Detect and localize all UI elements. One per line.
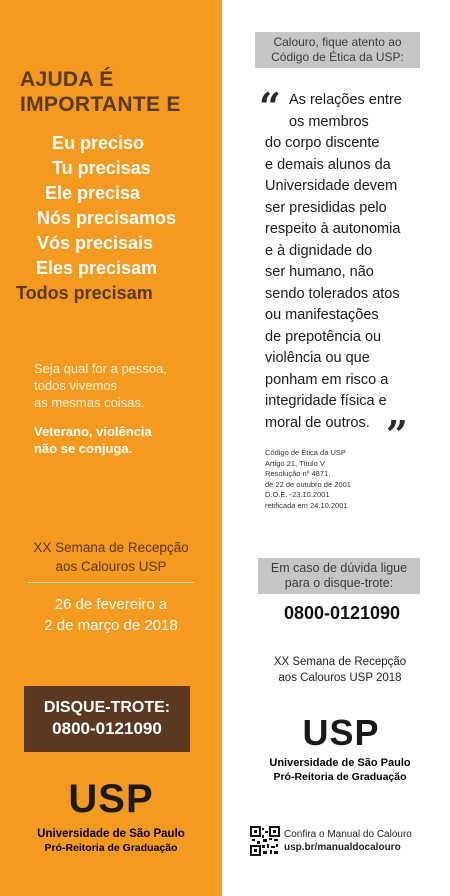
- phone-number: 0800-0121090: [283, 603, 401, 623]
- hotline-number: 0800-0121090: [52, 719, 162, 738]
- event-line: XX Semana de Recepção: [33, 540, 189, 555]
- conjugation-eu: Eu preciso: [52, 133, 145, 153]
- date-line: 26 de fevereiro a: [54, 596, 168, 613]
- date-line: 2 de março de 2018: [44, 617, 178, 634]
- quote-line: ou manifestações: [265, 307, 379, 323]
- ethics-quote: [265, 90, 435, 434]
- heading-line-2: IMPORTANTE E: [20, 93, 181, 116]
- conjugation-todos: Todos precisam: [16, 283, 153, 303]
- conjugation-nos: Nós precisamos: [37, 208, 177, 228]
- intro-bold-line: não se conjuga.: [34, 441, 133, 456]
- doubt-box: [258, 558, 420, 594]
- conjugation-vos: Vós precisais: [37, 233, 154, 253]
- citation-line: Artigo 21, Título V: [265, 458, 325, 468]
- intro-text: [34, 360, 209, 411]
- code-header: [255, 32, 420, 68]
- citation-line: Código de Ética da USP: [265, 448, 346, 457]
- quote-line: e à dignidade do: [265, 242, 373, 259]
- quote-line: sendo tolerados atos: [265, 285, 400, 302]
- quote-line: ponham em risco a: [265, 371, 389, 388]
- code-header-line: Calouro, fique atento ao: [273, 35, 402, 49]
- citation-line: de 22 de outubro de 2001: [265, 479, 351, 489]
- quote-line: ser humano, não: [265, 264, 374, 280]
- quote-line: respeito à autonomia: [265, 221, 401, 237]
- qr-code-icon: [250, 826, 280, 856]
- quote-line: os membros: [289, 113, 369, 130]
- conjugation-tu: Tu precisas: [52, 158, 151, 178]
- citation-line: retificada em 24.10.2001: [265, 500, 348, 510]
- intro-line: Seja qual for a pessoa,: [34, 361, 167, 376]
- quote-line: integridade física e: [265, 393, 387, 409]
- hotline-label: DISQUE-TROTE:: [43, 699, 171, 716]
- open-quote-icon: “: [259, 84, 281, 129]
- conjugation-eles: Eles precisam: [36, 258, 158, 278]
- quote-line: moral de outros.: [265, 414, 370, 431]
- quote-line: ser presididas pelo: [265, 199, 387, 216]
- intro-line: as mesmas coisas.: [34, 395, 145, 410]
- event-line: aos Calouros USP 2018: [278, 672, 402, 684]
- event-dates: [20, 594, 202, 636]
- event-title: [20, 538, 202, 576]
- usp-logo-right: USP: [302, 712, 380, 753]
- manual-info: [284, 828, 444, 854]
- doubt-line: Em caso de dúvida ligue: [270, 561, 408, 575]
- code-header-line: Código de Ética da USP:: [271, 50, 404, 64]
- close-quote-icon: ”: [386, 412, 408, 457]
- conjugation-ele: Ele precisa: [45, 183, 141, 203]
- department-name: Pró-Reitoria de Graduação: [44, 842, 178, 854]
- manual-label: Confira o Manual do Calouro: [284, 829, 412, 840]
- citation-line: Resolução nº 4871,: [265, 469, 331, 478]
- citation: [265, 448, 435, 511]
- heading: [20, 67, 220, 117]
- usp-logo: USP: [68, 777, 154, 821]
- university-name: Universidade de São Paulo: [37, 828, 185, 840]
- quote-line: e demais alunos da: [265, 156, 391, 173]
- quote-line: As relações entre: [289, 92, 402, 108]
- quote-line: Universidade devem: [265, 178, 398, 194]
- doubt-line: para o disque-trote:: [284, 576, 394, 590]
- heading-line-1: AJUDA É: [20, 68, 114, 91]
- department-name-right: Pró-Reitoria de Graduação: [273, 771, 407, 783]
- quote-line: violência ou que: [265, 350, 370, 366]
- quote-line: de prepotência ou: [265, 328, 382, 345]
- university-name-right: Universidade de São Paulo: [269, 757, 411, 769]
- intro-bold-text: [34, 423, 209, 457]
- intro-line: todos vivemos: [34, 378, 118, 393]
- intro-bold-line: Veterano, violência: [34, 424, 152, 439]
- event-title-right: [250, 654, 430, 686]
- divider: [28, 582, 194, 583]
- event-line: aos Calouros USP: [55, 559, 167, 574]
- hotline-box: [24, 686, 190, 752]
- event-line: XX Semana de Recepção: [273, 656, 407, 668]
- quote-line: do corpo discente: [265, 135, 380, 151]
- citation-line: D.O.E. -23.10.2001: [265, 490, 330, 499]
- left-panel: [0, 0, 222, 896]
- manual-link[interactable]: usp.br/manualdocalouro: [284, 842, 401, 853]
